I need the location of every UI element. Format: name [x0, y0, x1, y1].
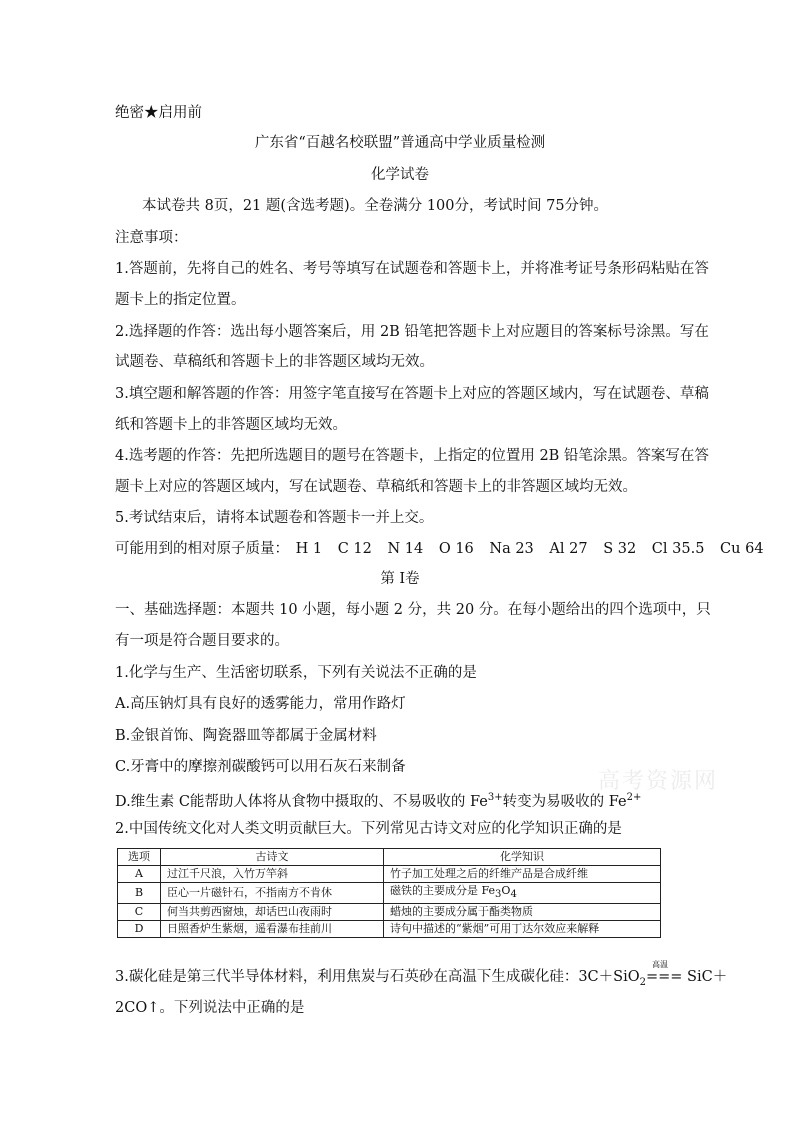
question-3-text: 3.碳化硅是第三代半导体材料，利用焦炭与石英砂在高温下生成碳化硅：3C＋SiO — [115, 969, 640, 985]
table-row — [118, 904, 661, 921]
atomic-mass-item: Cu 64 — [720, 541, 764, 557]
formula-subscript: 3 — [495, 889, 502, 901]
atomic-mass-item: H 1 — [295, 541, 323, 557]
question-1-option-c: C.牙膏中的摩擦剂碳酸钙可以用石灰石来制备 — [115, 759, 406, 775]
notes-heading: 注意事项： — [115, 230, 188, 246]
note-line: 试题卷、草稿纸和答题卡上的非答题区域均无效。 — [115, 354, 434, 370]
question-3-products: SiC＋ — [682, 969, 728, 985]
poem-knowledge-table — [117, 848, 661, 938]
note-line: 1.答题前，先将自己的姓名、考号等填写在试题卷和答题卡上，并将准考证号条形码粘贴在答 — [115, 261, 709, 277]
question-3-stem — [115, 960, 728, 993]
reaction-condition: 高温 — [652, 960, 668, 969]
formula-subscript: 4 — [510, 889, 517, 901]
question-2-stem: 2.中国传统文化对人类文明贡献巨大。下列常见古诗文对应的化学知识正确的是 — [115, 821, 622, 837]
option-d-text: D.维生素 C能帮助人体将从食物中摄取的、不易吸收的 Fe — [115, 793, 488, 810]
formula-subscript: 2 — [639, 976, 646, 988]
charge-superscript: 2+ — [626, 792, 642, 803]
reaction-arrow — [646, 960, 683, 987]
section-title: 第 I卷 — [380, 571, 420, 587]
question-1-stem: 1.化学与生产、生活密切联系，下列有关说法不正确的是 — [115, 665, 477, 681]
watermark: 高考资源网 — [598, 769, 719, 794]
table-cell-option: A — [118, 866, 161, 883]
table-cell-poem: 臣心一片磁针石，不指南方不肯休 — [161, 883, 384, 904]
table-row — [118, 883, 661, 904]
atomic-mass-item: Al 27 — [549, 541, 588, 557]
atomic-mass-item: Na 23 — [489, 541, 534, 557]
atomic-masses-label: 可能用到的相对原子质量： — [115, 541, 289, 557]
section-instruction: 有一项是符合题目要求的。 — [115, 633, 289, 649]
subject-title: 化学试卷 — [371, 167, 429, 183]
knowledge-text: 磁铁的主要成分是 Fe — [390, 884, 496, 897]
note-line: 题卡上的指定位置。 — [115, 292, 246, 308]
question-1-option-b: B.金银首饰、陶瓷器皿等都属于金属材料 — [115, 728, 377, 744]
note-line: 纸和答题卡上的非答题区域均无效。 — [115, 417, 347, 433]
equals-arrow: === — [646, 969, 683, 985]
table-header: 选项 — [118, 849, 161, 866]
section-instruction: 一、基础选择题：本题共 10 小题，每小题 2 分，共 20 分。在每小题给出的四个选项中，只 — [115, 602, 711, 618]
atomic-masses — [115, 539, 764, 559]
note-line: 3.填空题和解答题的作答：用签字笔直接写在答题卡上对应的答题区域内，写在试题卷、草稿 — [115, 386, 709, 402]
table-header-row — [118, 849, 661, 866]
secret-label: 绝密★启用前 — [115, 105, 202, 121]
table-cell-knowledge: 竹子加工处理之后的纤维产品是合成纤维 — [384, 866, 661, 883]
note-line: 5.考试结束后，请将本试题卷和答题卡一并上交。 — [115, 510, 434, 526]
table-cell-knowledge — [384, 883, 661, 904]
table-row — [118, 866, 661, 883]
atomic-mass-item: N 14 — [387, 541, 424, 557]
table-cell-option: B — [118, 883, 161, 904]
note-line: 4.选考题的作答：先把所选题目的题号在答题卡，上指定的位置用 2B 铅笔涂黑。答案写在答 — [115, 448, 709, 464]
note-line: 2.选择题的作答：选出每小题答案后，用 2B 铅笔把答题卡上对应题目的答案标号涂黑。写在 — [115, 324, 709, 340]
note-line: 题卡上对应的答题区域内，写在试题卷、草稿纸和答题卡上的非答题区域均无效。 — [115, 479, 637, 495]
atomic-mass-item: O 16 — [438, 541, 474, 557]
question-1-option-a: A.高压钠灯具有良好的透雾能力，常用作路灯 — [115, 696, 406, 712]
atomic-mass-item: Cl 35.5 — [651, 541, 705, 557]
table-header: 古诗文 — [161, 849, 384, 866]
atomic-mass-item: C 12 — [337, 541, 372, 557]
table-header: 化学知识 — [384, 849, 661, 866]
table-cell-poem: 日照香炉生紫烟，遥看瀑布挂前川 — [161, 921, 384, 938]
table-cell-knowledge: 诗句中描述的“紫烟”可用丁达尔效应来解释 — [384, 921, 661, 938]
table-cell-poem: 过江千尺浪，入竹万竿斜 — [161, 866, 384, 883]
table-cell-option: D — [118, 921, 161, 938]
option-d-text: 转变为易吸收的 Fe — [502, 793, 627, 810]
exam-intro: 本试卷共 8页，21 题(含选考题)。全卷满分 100分，考试时间 75分钟。 — [142, 198, 609, 214]
table-cell-poem: 何当共剪西窗烛，却话巴山夜雨时 — [161, 904, 384, 921]
formula-element: O — [501, 884, 511, 897]
table-row — [118, 921, 661, 938]
atomic-mass-item: S 32 — [603, 541, 637, 557]
table-cell-knowledge: 蜡烛的主要成分属于酯类物质 — [384, 904, 661, 921]
table-cell-option: C — [118, 904, 161, 921]
question-3-line2: 2CO↑。下列说法中正确的是 — [115, 1000, 305, 1016]
charge-superscript: 3+ — [487, 792, 503, 803]
exam-title: 广东省“百越名校联盟”普通高中学业质量检测 — [254, 135, 546, 151]
